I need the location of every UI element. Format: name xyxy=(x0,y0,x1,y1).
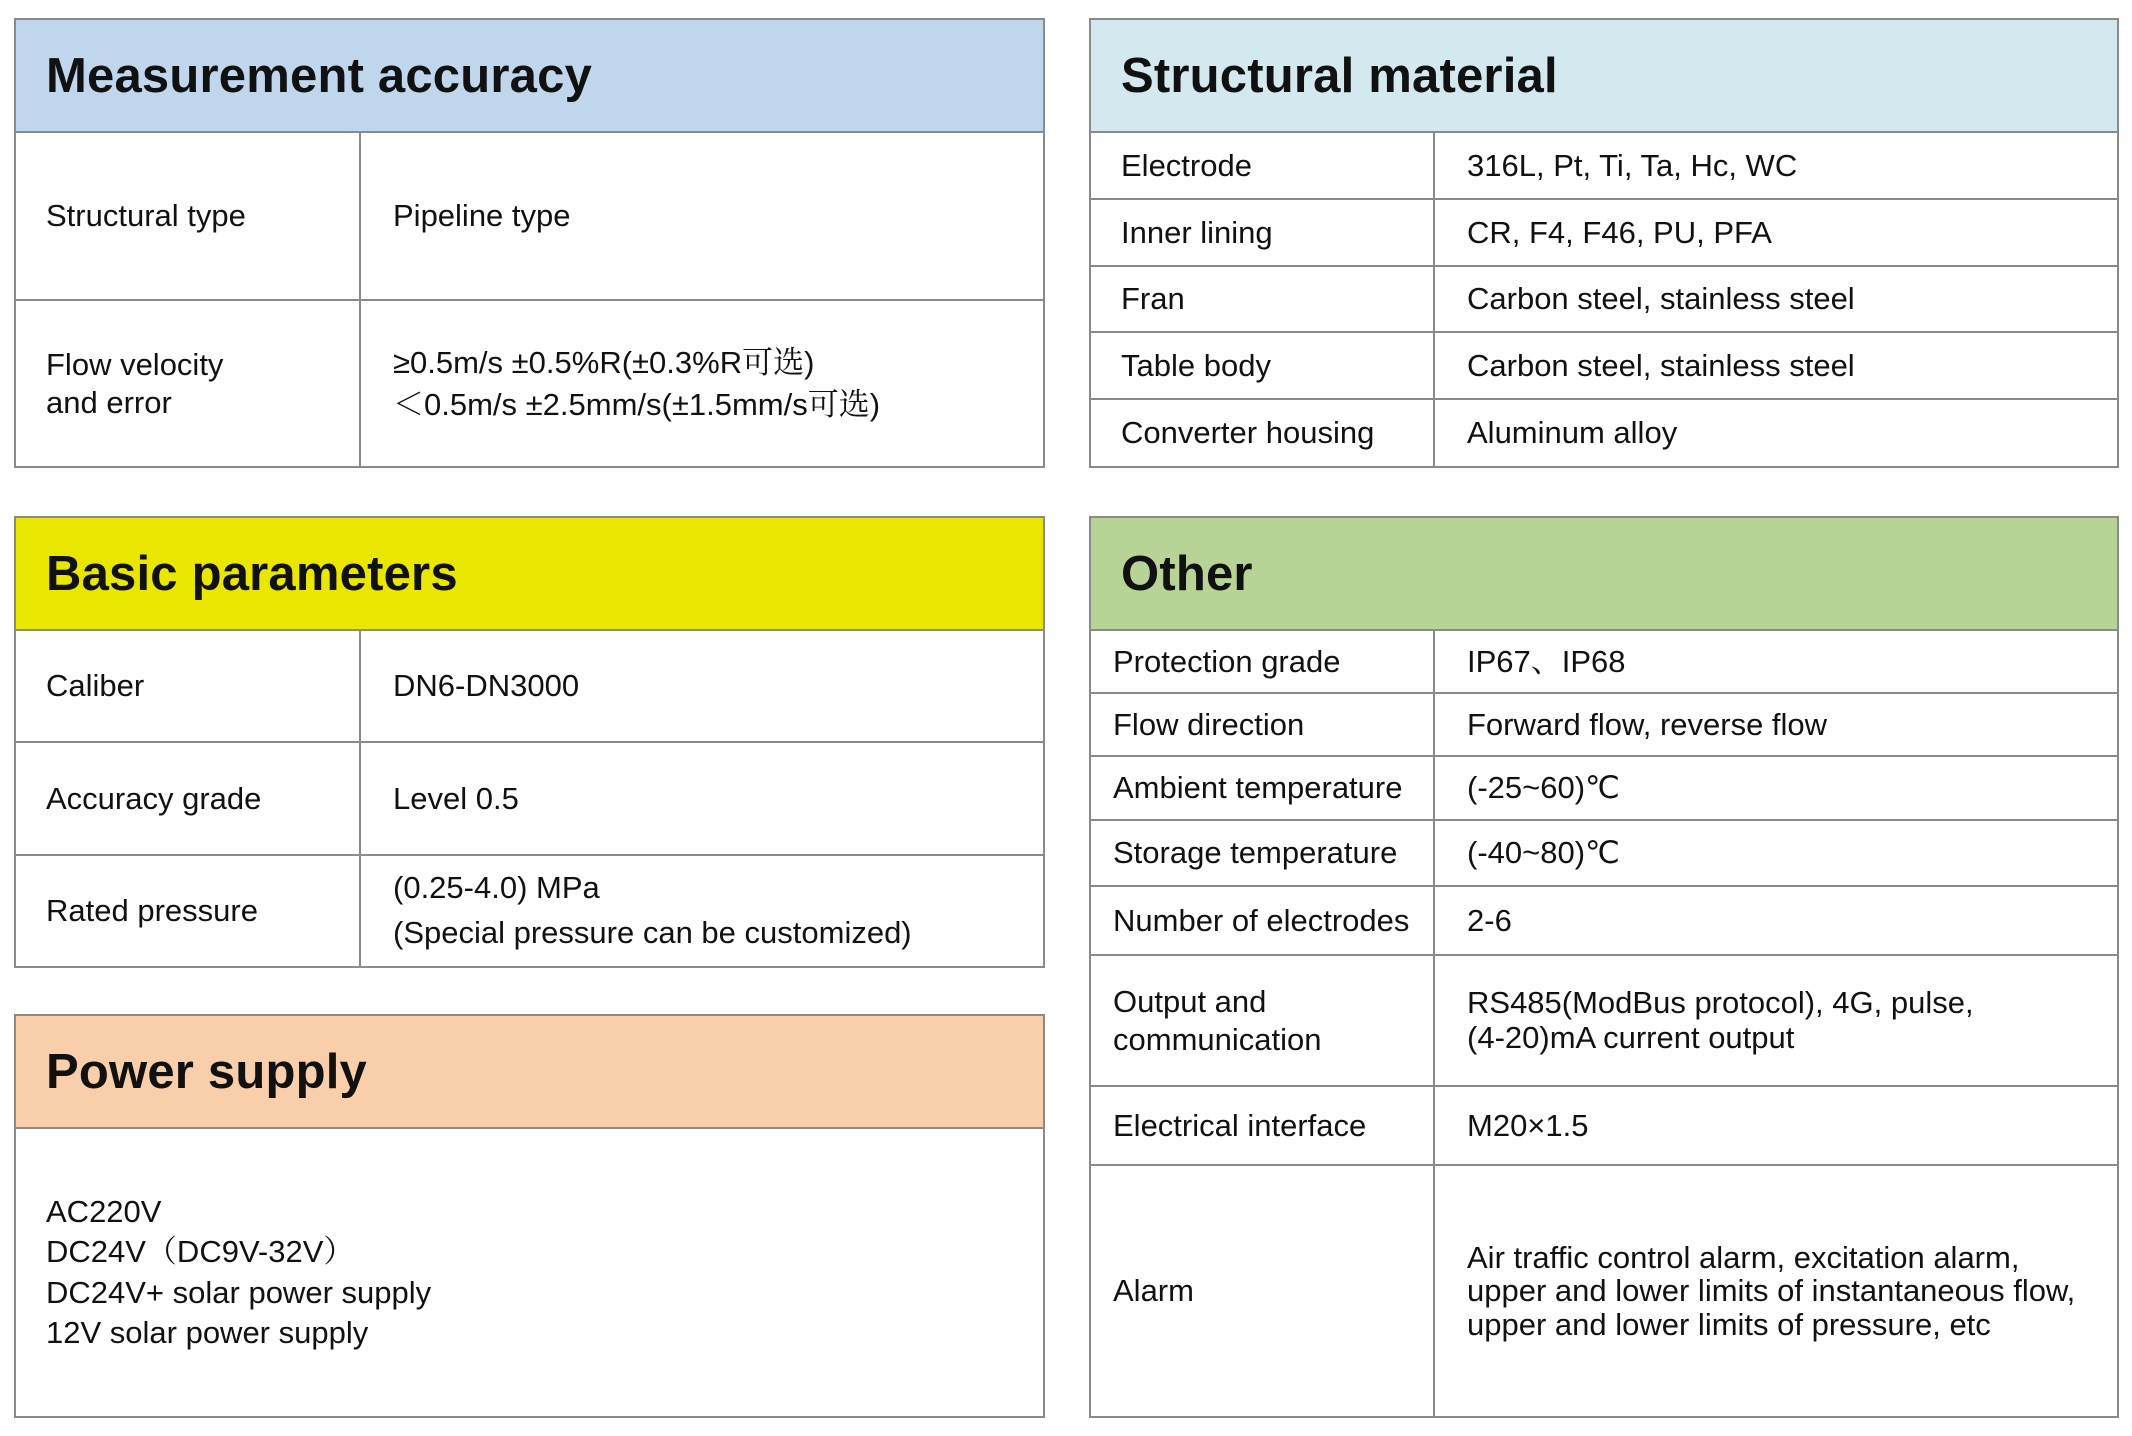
row-label: Electrical interface xyxy=(1113,1107,1367,1143)
row-label: Number of electrodes xyxy=(1113,902,1410,938)
row-label: Storage temperature xyxy=(1113,835,1398,871)
row-value: (-25~60)℃ xyxy=(1433,757,2117,819)
table-row xyxy=(1091,694,2117,757)
power-supply-lines xyxy=(16,1129,1043,1416)
table-row xyxy=(1091,887,2117,956)
row-value xyxy=(1433,1166,2117,1416)
row-label: Inner lining xyxy=(1121,214,1273,250)
basic-parameters-panel xyxy=(14,516,1045,968)
table-row xyxy=(1091,333,2117,400)
table-row xyxy=(16,301,1043,466)
measurement-accuracy-panel xyxy=(14,18,1045,468)
value-line: upper and lower limits of instantaneous flow, xyxy=(1467,1273,2076,1309)
row-label: Alarm xyxy=(1113,1273,1194,1309)
row-value: Aluminum alloy xyxy=(1433,400,2117,466)
label-line: Output and xyxy=(1113,983,1267,1019)
panel-header xyxy=(16,1016,1043,1129)
row-value: Carbon steel, stainless steel xyxy=(1433,333,2117,398)
table-row xyxy=(1091,133,2117,200)
list-item: DC24V+ solar power supply xyxy=(46,1274,432,1310)
panel-title: Measurement accuracy xyxy=(46,48,593,103)
value-line: upper and lower limits of pressure, etc xyxy=(1467,1306,1991,1342)
panel-title: Structural material xyxy=(1121,48,1558,103)
power-supply-list xyxy=(16,1129,1043,1416)
label-line: and error xyxy=(46,384,172,420)
list-item: 12V solar power supply xyxy=(46,1314,369,1350)
row-value: Forward flow, reverse flow xyxy=(1433,694,2117,755)
list-item: AC220V xyxy=(46,1193,162,1229)
row-value: CR, F4, F46, PU, PFA xyxy=(1433,200,2117,265)
row-label: Fran xyxy=(1121,281,1185,317)
row-label: Electrode xyxy=(1121,147,1252,183)
panel-header xyxy=(16,518,1043,631)
table-row xyxy=(16,743,1043,856)
row-label: Caliber xyxy=(46,668,145,704)
value-line: (0.25-4.0) MPa xyxy=(393,870,600,906)
table-row xyxy=(1091,956,2117,1087)
row-label xyxy=(1091,956,1433,1085)
label-line: communication xyxy=(1113,1021,1322,1057)
value-line: RS485(ModBus protocol), 4G, pulse, xyxy=(1467,985,1974,1021)
row-label: Protection grade xyxy=(1113,643,1341,679)
table-row xyxy=(1091,1166,2117,1416)
value-line: Level 0.5 xyxy=(393,780,519,816)
panel-header xyxy=(1091,518,2117,631)
label-line: Flow velocity xyxy=(46,346,224,382)
structural-material-panel xyxy=(1089,18,2119,468)
table-row xyxy=(1091,631,2117,694)
row-value: Carbon steel, stainless steel xyxy=(1433,267,2117,331)
table-row xyxy=(1091,757,2117,821)
row-label: Flow direction xyxy=(1113,706,1305,742)
table-row xyxy=(1091,821,2117,887)
panel-header xyxy=(1091,20,2117,133)
table-row xyxy=(1091,400,2117,466)
power-supply-panel xyxy=(14,1014,1045,1418)
row-label: Rated pressure xyxy=(46,893,258,929)
row-label: Structural type xyxy=(46,198,246,234)
row-value xyxy=(1433,956,2117,1085)
value-line: ＜0.5m/s ±2.5mm/s(±1.5mm/s可选) xyxy=(393,386,881,422)
row-label: Converter housing xyxy=(1121,415,1375,451)
value-line: (4-20)mA current output xyxy=(1467,1019,1795,1055)
row-label xyxy=(16,301,359,466)
row-value: M20×1.5 xyxy=(1433,1087,2117,1164)
panel-title: Basic parameters xyxy=(46,546,458,601)
value-line: ≥0.5m/s ±0.5%R(±0.3%R可选) xyxy=(393,344,815,380)
table-row xyxy=(1091,1087,2117,1166)
row-label: Accuracy grade xyxy=(46,780,262,816)
list-item: DC24V（DC9V-32V） xyxy=(46,1234,355,1270)
row-value xyxy=(359,301,1043,466)
panel-title: Power supply xyxy=(46,1044,367,1099)
panel-header xyxy=(16,20,1043,133)
value-line: (Special pressure can be customized) xyxy=(393,915,912,950)
row-value: (-40~80)℃ xyxy=(1433,821,2117,885)
row-value: 316L, Pt, Ti, Ta, Hc, WC xyxy=(1433,133,2117,198)
row-value xyxy=(359,743,1043,854)
row-value: 2-6 xyxy=(1433,887,2117,954)
panel-title: Other xyxy=(1121,546,1253,601)
value-line: DN6-DN3000 xyxy=(393,668,580,704)
row-label: Table body xyxy=(1121,347,1271,383)
table-row xyxy=(1091,267,2117,333)
row-value: IP67、IP68 xyxy=(1433,631,2117,692)
table-row xyxy=(16,856,1043,966)
value-line: Pipeline type xyxy=(393,198,571,234)
row-value xyxy=(359,631,1043,741)
table-row xyxy=(16,631,1043,743)
value-line: Air traffic control alarm, excitation alarm, xyxy=(1467,1239,2020,1275)
table-row xyxy=(1091,200,2117,267)
row-value xyxy=(359,856,1043,966)
table-row xyxy=(16,133,1043,301)
other-panel xyxy=(1089,516,2119,1418)
row-label: Ambient temperature xyxy=(1113,770,1403,806)
row-value xyxy=(359,133,1043,299)
